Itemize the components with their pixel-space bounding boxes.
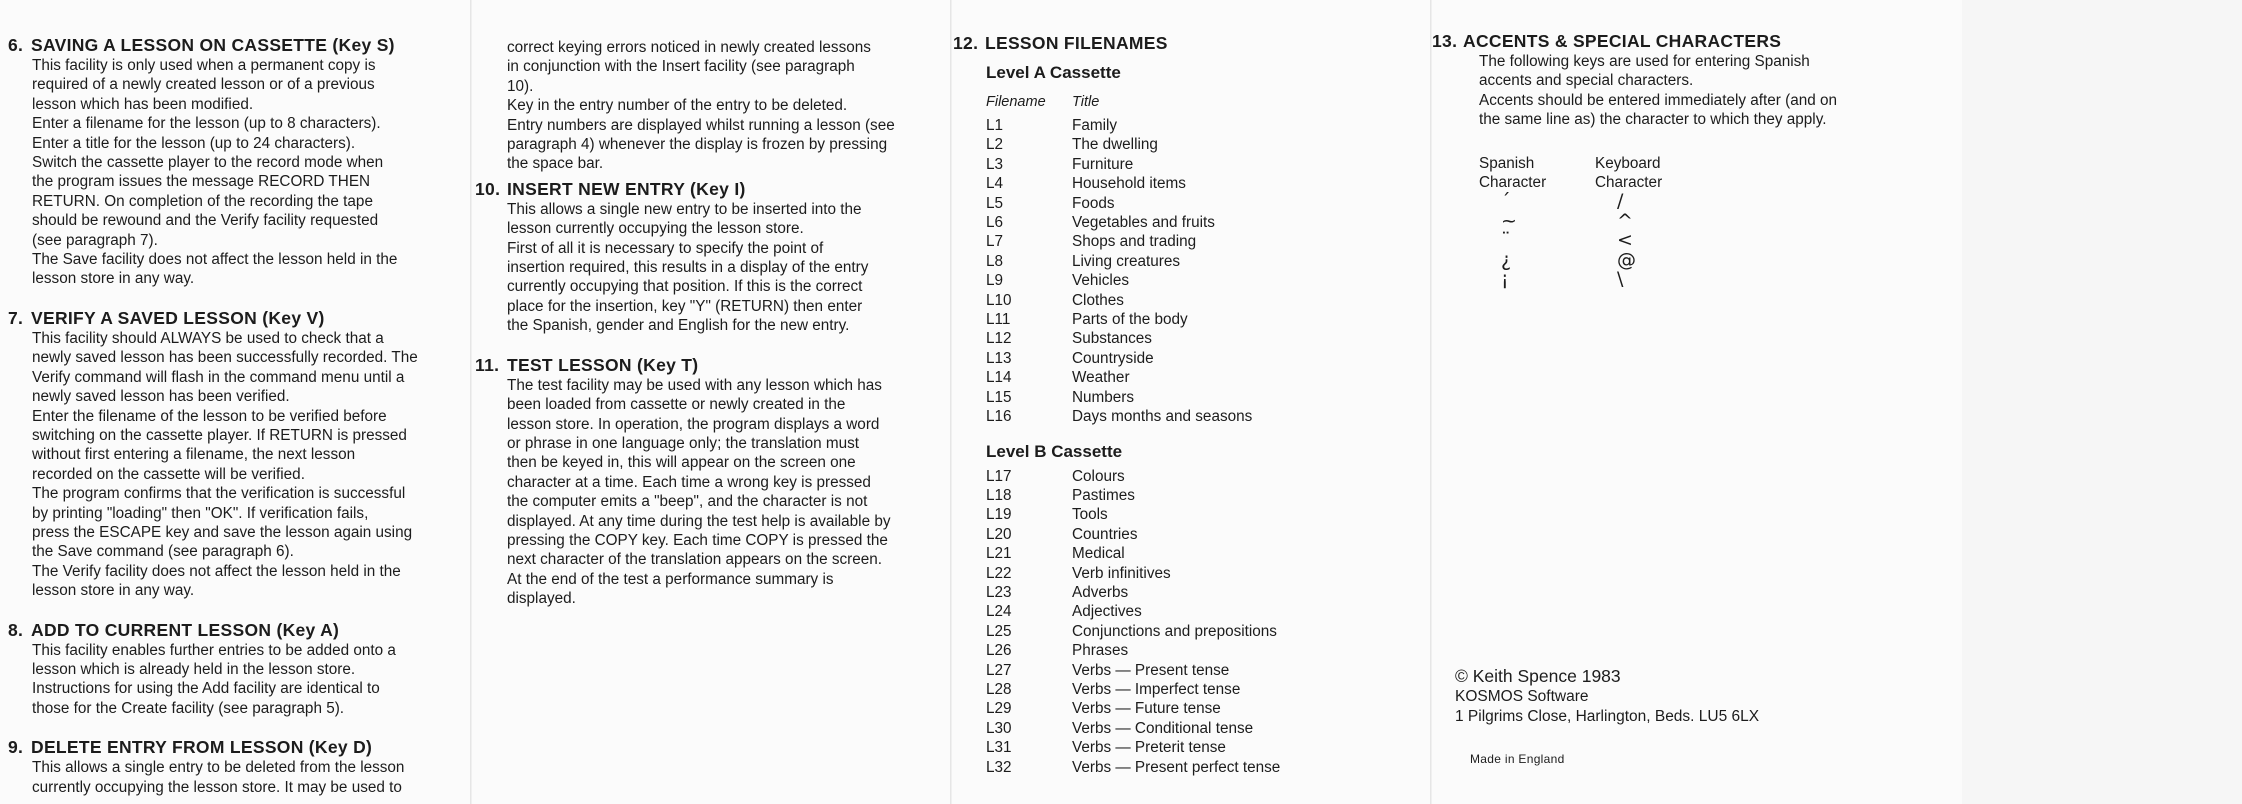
lesson-row <box>986 564 1432 583</box>
lesson-title: Phrases <box>1072 642 1129 660</box>
text-line: lesson store in any way. <box>32 582 195 600</box>
lesson-row <box>986 135 1432 154</box>
section-heading <box>8 736 475 758</box>
spanish-character: ¡ <box>1501 268 1509 291</box>
lesson-title: Verbs — Conditional tense <box>1072 719 1254 737</box>
lesson-title: Days months and seasons <box>1072 408 1253 426</box>
text-line: newly saved lesson has been successfully recorded. The <box>32 349 418 367</box>
text-line: This facility enables further entries to be added onto a <box>32 641 396 659</box>
lesson-title: Adverbs <box>1072 583 1129 601</box>
keyboard-header-line: Keyboard <box>1595 154 1661 172</box>
text-line: place for the insertion, key "Y" (RETURN) then enter <box>507 297 863 315</box>
lesson-filename: L8 <box>986 252 1004 270</box>
section-number: 6. <box>8 35 24 55</box>
text-line: the space bar. <box>507 155 604 173</box>
lesson-title: Numbers <box>1072 388 1135 406</box>
lesson-row <box>986 758 1432 777</box>
text-line: Verify command will flash in the command menu until a <box>32 368 405 386</box>
section-number: 10. <box>475 178 501 199</box>
lesson-filename: L15 <box>986 388 1012 406</box>
section-body <box>475 376 953 609</box>
text-line: This facility is only used when a permanent copy is <box>32 57 376 74</box>
lesson-filename: L32 <box>986 758 1012 776</box>
lesson-title: Family <box>1072 117 1118 134</box>
section-title: ACCENTS & SPECIAL CHARACTERS <box>1463 31 1782 51</box>
lesson-row <box>986 505 1432 524</box>
lesson-title: Medical <box>1072 545 1125 563</box>
lesson-row <box>986 699 1432 718</box>
section-number: 8. <box>8 619 24 640</box>
column-headers <box>986 94 1432 110</box>
lesson-title: Tools <box>1072 506 1108 524</box>
section-number: 11. <box>475 354 500 375</box>
lesson-row <box>986 544 1432 563</box>
section-heading <box>8 619 475 641</box>
lesson-row <box>986 349 1432 368</box>
section-heading <box>475 178 953 200</box>
lesson-filename: L13 <box>986 349 1012 367</box>
section <box>8 34 475 289</box>
text-line: the computer emits a "beep", and the character is not <box>507 493 868 511</box>
text-line: or phrase in one language only; the translation must <box>507 434 860 452</box>
lesson-title: Household items <box>1072 175 1186 193</box>
lesson-row <box>986 232 1432 251</box>
lesson-filename: L25 <box>986 622 1012 640</box>
lesson-title: Vegetables and fruits <box>1072 214 1215 232</box>
lesson-filename: L2 <box>986 136 1004 154</box>
lesson-row <box>986 155 1432 174</box>
keyboard-character: \ <box>1617 268 1624 291</box>
text-line: Enter a title for the lesson (up to 24 characters). <box>32 134 356 152</box>
level-b-heading: Level B Cassette <box>986 441 1123 461</box>
lesson-title: Furniture <box>1072 155 1134 173</box>
text-line: Switch the cassette player to the record mode when <box>32 154 384 172</box>
lesson-title: Verb infinitives <box>1072 564 1171 582</box>
lesson-title: Clothes <box>1072 291 1124 309</box>
text-line: Entry numbers are displayed whilst running a lesson (see <box>507 116 895 134</box>
text-line: then be keyed in, this will appear on the screen one <box>507 454 856 472</box>
lesson-filename: L23 <box>986 583 1012 601</box>
section <box>475 354 953 609</box>
section-title: TEST LESSON (Key T) <box>507 354 699 375</box>
section <box>475 178 953 336</box>
spanish-character: ¨ <box>1501 229 1511 252</box>
lesson-row <box>986 407 1432 426</box>
text-line: This facility should ALWAYS be used to check that a <box>32 329 384 347</box>
text-line: (see paragraph 7). <box>32 231 158 249</box>
lesson-filename: L5 <box>986 194 1004 212</box>
lesson-filename: L16 <box>986 408 1012 426</box>
text-line: paragraph 4) whenever the display is frozen by pressing <box>507 136 888 154</box>
text-line: currently occupying the lesson store. It may be used to <box>32 778 402 796</box>
lesson-row <box>986 194 1432 213</box>
text-line: First of all it is necessary to specify the point of <box>507 239 824 257</box>
lesson-filename: L3 <box>986 155 1004 173</box>
section-number: 12. <box>953 33 979 53</box>
lesson-title: Verbs — Preterit tense <box>1072 739 1226 757</box>
panel-4-accents <box>1432 0 1962 804</box>
fold-line <box>470 0 472 804</box>
lesson-row <box>986 310 1432 329</box>
text-line: correct keying errors noticed in newly created lessons <box>507 39 871 56</box>
lesson-title: Verbs — Imperfect tense <box>1072 680 1241 698</box>
text-line: the Save command (see paragraph 6). <box>32 543 294 561</box>
lesson-filename: L17 <box>986 467 1012 485</box>
lesson-filename: L29 <box>986 700 1012 718</box>
section <box>8 619 475 719</box>
text-line: the program issues the message RECORD THEN <box>32 173 371 191</box>
lesson-title: Pastimes <box>1072 486 1135 504</box>
keyboard-character: @ <box>1617 248 1636 271</box>
section-title: SAVING A LESSON ON CASSETTE (Key S) <box>31 35 395 55</box>
lesson-filename: L19 <box>986 506 1012 524</box>
lesson-filename: L6 <box>986 214 1004 232</box>
lesson-row <box>986 116 1432 135</box>
text-line: next character of the translation appears on the screen. <box>507 551 882 569</box>
spanish-character: ~ <box>1501 209 1517 232</box>
lesson-title: Vehicles <box>1072 272 1129 290</box>
lesson-filename: L10 <box>986 291 1012 309</box>
text-line: pressing the COPY key. Each time COPY is pressed the <box>507 531 888 549</box>
text-line: 10). <box>507 77 534 95</box>
lesson-row <box>986 680 1432 699</box>
continued-text <box>475 38 953 174</box>
lesson-title: Substances <box>1072 330 1152 348</box>
title-column-header: Title <box>1072 94 1100 110</box>
lesson-title: Adjectives <box>1072 603 1142 621</box>
section <box>8 736 475 797</box>
blank-panel <box>1962 0 2242 804</box>
text-line: The Save facility does not affect the lesson held in the <box>32 251 398 269</box>
lesson-title: Countries <box>1072 525 1138 543</box>
text-line: Key in the entry number of the entry to be deleted. <box>507 97 848 115</box>
spanish-header-line: Character <box>1479 174 1547 192</box>
text-line: newly saved lesson has been verified. <box>32 388 290 406</box>
section-number: 7. <box>8 307 24 328</box>
text-line: displayed. At any time during the test help is available by <box>507 512 891 530</box>
section-title: LESSON FILENAMES <box>985 33 1168 53</box>
lesson-filename: L28 <box>986 680 1012 698</box>
text-line: without first entering a filename, the next lesson <box>32 446 356 464</box>
accent-table <box>1479 154 1962 290</box>
lesson-filename: L27 <box>986 661 1012 679</box>
lesson-row <box>986 719 1432 738</box>
lesson-row <box>986 329 1432 348</box>
text-line: switching on the cassette player. If RETURN is pressed <box>32 426 407 444</box>
text-line: in conjunction with the Insert facility (see paragraph <box>507 58 855 76</box>
lesson-row <box>986 368 1432 387</box>
text-line: lesson store in any way. <box>32 270 195 288</box>
copyright-line: © Keith Spence 1983 <box>1455 666 1621 686</box>
lesson-title: Verbs — Future tense <box>1072 700 1221 718</box>
lesson-row <box>986 622 1432 641</box>
lesson-title: Weather <box>1072 369 1130 387</box>
section-heading <box>1432 30 1962 52</box>
text-line: Enter the filename of the lesson to be verified before <box>32 407 387 425</box>
text-line: currently occupying that position. If this is the correct <box>507 278 863 296</box>
copyright-block <box>1455 665 1759 727</box>
lesson-title: The dwelling <box>1072 136 1158 154</box>
text-line: insertion required, this results in a display of the entry <box>507 259 869 277</box>
text-line: The program confirms that the verification is successful <box>32 485 406 503</box>
section-title: ADD TO CURRENT LESSON (Key A) <box>31 619 340 640</box>
panel-1 <box>0 0 475 804</box>
lesson-row <box>986 252 1432 271</box>
lesson-row <box>986 486 1432 505</box>
lesson-filename: L12 <box>986 330 1012 348</box>
text-line: press the ESCAPE key and save the lesson again using <box>32 523 413 541</box>
level-b-list <box>986 467 1432 778</box>
keyboard-character: < <box>1617 229 1633 252</box>
lesson-filename: L21 <box>986 545 1012 563</box>
lesson-title: Conjunctions and prepositions <box>1072 622 1277 640</box>
lesson-row <box>986 661 1432 680</box>
text-line: lesson which has been modified. <box>32 95 254 113</box>
text-line: lesson currently occupying the lesson store. <box>507 220 804 238</box>
keyboard-character: / <box>1617 190 1624 213</box>
text-line: At the end of the test a performance summary is <box>507 570 834 588</box>
section-title: INSERT NEW ENTRY (Key I) <box>507 178 746 199</box>
lesson-filename: L9 <box>986 272 1004 290</box>
lesson-title: Countryside <box>1072 349 1154 367</box>
keyboard-column <box>1595 154 1711 290</box>
keyboard-header-line: Character <box>1595 174 1663 192</box>
level-a-heading: Level A Cassette <box>986 63 1121 82</box>
level-a-list <box>986 116 1432 427</box>
section-title: DELETE ENTRY FROM LESSON (Key D) <box>31 737 373 758</box>
lesson-filename: L18 <box>986 486 1012 504</box>
lesson-filename: L1 <box>986 117 1004 134</box>
lesson-title: Verbs — Present tense <box>1072 661 1230 679</box>
lesson-row <box>986 388 1432 407</box>
lesson-title: Verbs — Present perfect tense <box>1072 758 1281 776</box>
section-heading <box>953 32 1432 54</box>
lesson-title: Parts of the body <box>1072 311 1188 329</box>
panel-3-lesson-filenames <box>953 0 1432 804</box>
text-line: by printing "loading" then "OK". If verification fails, <box>32 504 369 522</box>
text-line: This allows a single entry to be deleted from the lesson <box>32 759 405 777</box>
text-line: accents and special characters. <box>1479 72 1694 90</box>
section-body <box>475 200 953 336</box>
lesson-row <box>986 641 1432 660</box>
lesson-filename: L7 <box>986 233 1004 251</box>
section-heading <box>475 354 953 376</box>
lesson-row <box>986 174 1432 193</box>
text-line: RETURN. On completion of the recording the tape <box>32 192 373 210</box>
filename-column-header: Filename <box>986 94 1046 110</box>
section-heading <box>8 307 475 329</box>
text-line: lesson store. In operation, the program displays a word <box>507 415 880 433</box>
lesson-filename: L14 <box>986 369 1012 387</box>
text-line: the Spanish, gender and English for the new entry. <box>507 317 850 335</box>
lesson-row <box>986 583 1432 602</box>
spanish-character: ˊ <box>1501 190 1511 213</box>
section-body <box>8 758 475 797</box>
lesson-filename: L20 <box>986 525 1012 543</box>
text-line: This allows a single new entry to be inserted into the <box>507 200 862 218</box>
spanish-header-line: Spanish <box>1479 154 1535 172</box>
lesson-filename: L31 <box>986 739 1012 757</box>
text-line: The test facility may be used with any lesson which has <box>507 376 882 394</box>
lesson-row <box>986 213 1432 232</box>
lesson-row <box>986 602 1432 621</box>
panel-2 <box>475 0 953 804</box>
section-number: 9. <box>8 737 24 758</box>
company-address: 1 Pilgrims Close, Harlington, Beds. LU5 6LX <box>1455 708 1760 725</box>
text-line: recorded on the cassette will be verified. <box>32 465 305 483</box>
text-line: Accents should be entered immediately after (and on <box>1479 91 1837 109</box>
text-line: Enter a filename for the lesson (up to 8 characters). <box>32 115 381 133</box>
lesson-title: Living creatures <box>1072 252 1180 270</box>
text-line: required of a newly created lesson or of a previous <box>32 76 375 94</box>
lesson-row <box>986 291 1432 310</box>
lesson-title: Colours <box>1072 467 1125 485</box>
lesson-filename: L4 <box>986 175 1004 193</box>
section <box>8 307 475 601</box>
lesson-filename: L24 <box>986 603 1012 621</box>
lesson-row <box>986 467 1432 486</box>
lesson-row <box>986 525 1432 544</box>
lesson-row <box>986 271 1432 290</box>
text-line: displayed. <box>507 590 576 608</box>
fold-line <box>950 0 952 804</box>
lesson-filename: L11 <box>986 311 1011 329</box>
section-body <box>1432 52 1962 130</box>
lesson-filename: L26 <box>986 642 1012 660</box>
section-body <box>8 56 475 289</box>
text-line: the same line as) the character to which they apply. <box>1479 111 1827 129</box>
lesson-title: Shops and trading <box>1072 233 1197 251</box>
section-title: VERIFY A SAVED LESSON (Key V) <box>31 307 325 328</box>
text-line: The following keys are used for entering Spanish <box>1479 53 1810 70</box>
section-heading <box>8 34 475 56</box>
company-name: KOSMOS Software <box>1455 688 1589 705</box>
spanish-column <box>1479 154 1595 290</box>
text-line: should be rewound and the Verify facility requested <box>32 212 379 230</box>
text-line: lesson which is already held in the lesson store. <box>32 660 356 678</box>
keyboard-character: ^ <box>1617 209 1633 232</box>
spanish-character: ¿ <box>1501 248 1512 271</box>
text-line: Instructions for using the Add facility are identical to <box>32 680 380 698</box>
text-line: been loaded from cassette or newly created in the <box>507 396 846 414</box>
section-body <box>8 641 475 719</box>
text-line: character at a time. Each time a wrong key is pressed <box>507 473 871 491</box>
lesson-row <box>986 738 1432 757</box>
made-in-label: Made in England <box>1470 752 1565 766</box>
lesson-title: Foods <box>1072 194 1115 212</box>
section-body <box>8 329 475 601</box>
lesson-filename: L30 <box>986 719 1012 737</box>
section-number: 13. <box>1432 31 1458 51</box>
text-line: The Verify facility does not affect the lesson held in the <box>32 562 401 580</box>
lesson-filename: L22 <box>986 564 1012 582</box>
text-line: those for the Create facility (see paragraph 5). <box>32 699 345 717</box>
